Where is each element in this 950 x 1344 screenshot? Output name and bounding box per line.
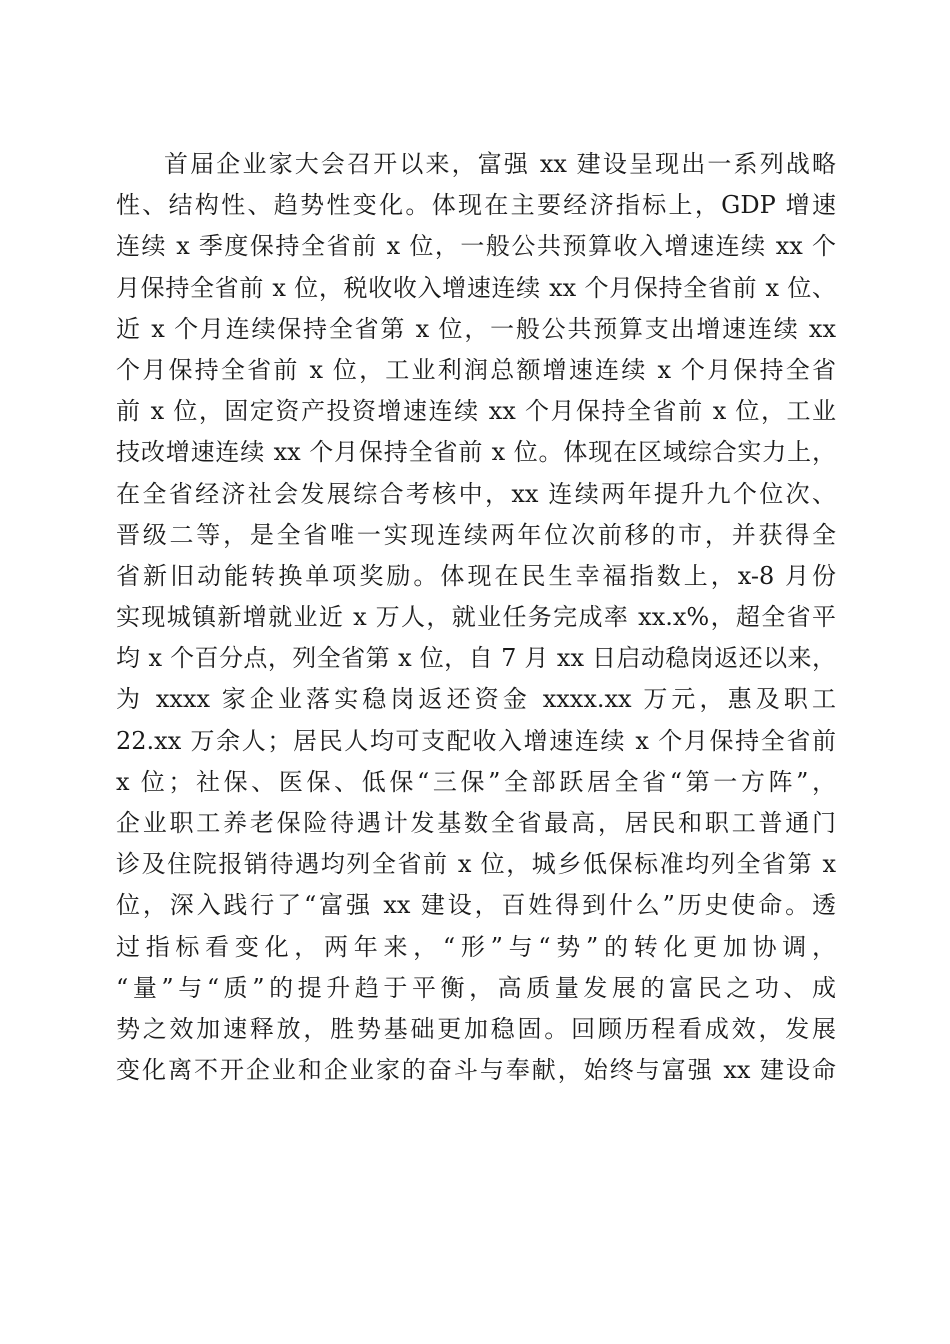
paragraph-line: 前 x 位，固定资产投资增速连续 xx 个月保持全省前 x 位，工业 [116, 397, 836, 426]
paragraph-line: 企业职工养老保险待遇计发基数全省最高，居民和职工普通门 [116, 809, 836, 837]
paragraph-line: 月保持全省前 x 位，税收收入增速连续 xx 个月保持全省前 x 位、 [116, 273, 836, 302]
paragraph-line: 变化离不开企业和企业家的奋斗与奉献，始终与富强 xx 建设命 [116, 1056, 836, 1085]
paragraph-line: 实现城镇新增就业近 x 万人，就业任务完成率 xx.x%，超全省平 [116, 603, 836, 632]
paragraph-line: 过指标看变化，两年来，“形”与“势”的转化更加协调， [116, 932, 836, 961]
paragraph-line: 个月保持全省前 x 位，工业利润总额增速连续 x 个月保持全省 [116, 355, 836, 384]
paragraph-line: 诊及住院报销待遇均列全省前 x 位，城乡低保标准均列全省第 x [116, 850, 836, 879]
paragraph-line: x 位；社保、医保、低保“三保”全部跃居全省“第一方阵”， [116, 767, 836, 796]
paragraph-line: 为 xxxx 家企业落实稳岗返还资金 xxxx.xx 万元，惠及职工 [116, 685, 836, 714]
paragraph-line: 在全省经济社会发展综合考核中，xx 连续两年提升九个位次、 [116, 479, 836, 508]
paragraph-line: 技改增速连续 xx 个月保持全省前 x 位。体现在区域综合实力上， [116, 438, 836, 467]
paragraph-line: 势之效加速释放，胜势基础更加稳固。回顾历程看成效，发展 [116, 1014, 836, 1043]
paragraph-line: 均 x 个百分点，列全省第 x 位，自 7 月 xx 日启动稳岗返还以来， [116, 644, 836, 673]
paragraph-line: “量”与“质”的提升趋于平衡，高质量发展的富民之功、成 [116, 973, 836, 1002]
paragraph-line: 近 x 个月连续保持全省第 x 位，一般公共预算支出增速连续 xx [116, 314, 836, 343]
body-paragraph [116, 144, 836, 1091]
paragraph-line: 22.xx 万余人；居民人均可支配收入增速连续 x 个月保持全省前 [116, 726, 836, 755]
paragraph-line: 晋级二等，是全省唯一实现连续两年位次前移的市，并获得全 [116, 520, 836, 549]
paragraph-line: 性、结构性、趋势性变化。体现在主要经济指标上，GDP 增速 [116, 191, 836, 220]
paragraph-line: 首届企业家大会召开以来，富强 xx 建设呈现出一系列战略 [164, 150, 836, 178]
paragraph-line: 位，深入践行了“富强 xx 建设，百姓得到什么”历史使命。透 [116, 891, 836, 920]
paragraph-line: 连续 x 季度保持全省前 x 位，一般公共预算收入增速连续 xx 个 [116, 232, 836, 261]
paragraph-line: 省新旧动能转换单项奖励。体现在民生幸福指数上，x-8 月份 [116, 561, 836, 590]
